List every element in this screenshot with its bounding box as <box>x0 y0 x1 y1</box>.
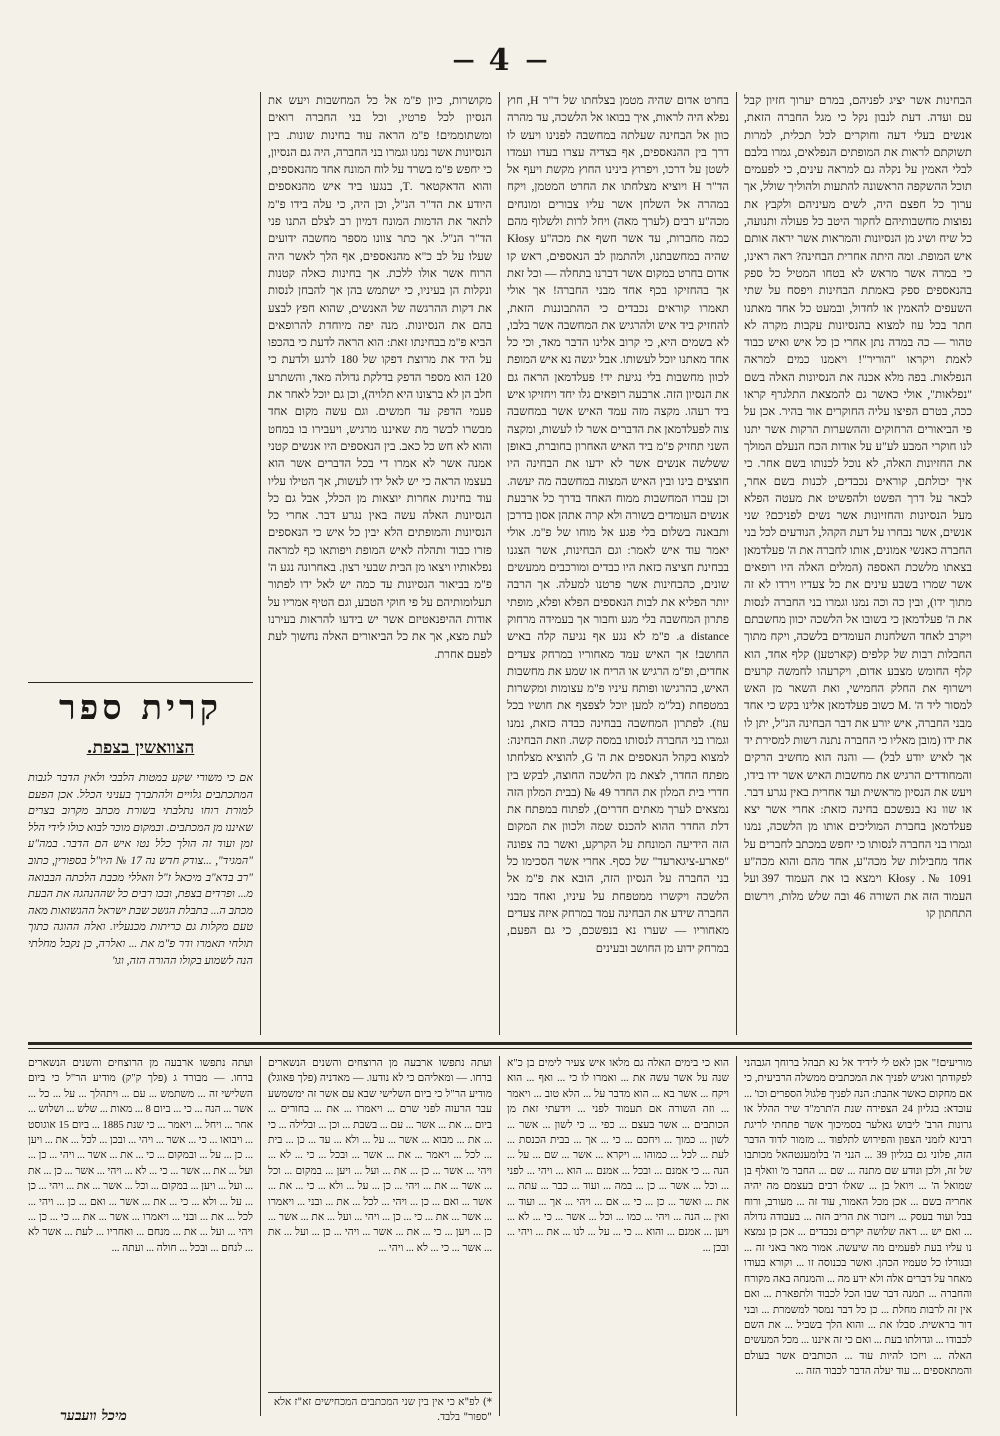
article-column-1 <box>744 92 972 1035</box>
band-separator-rule-thin <box>28 1048 972 1049</box>
band-separator-rule <box>28 1042 972 1045</box>
column-divider-3 <box>260 92 261 1035</box>
article-column-4 <box>28 92 253 678</box>
kiryat-sefer-top-rule <box>28 682 253 683</box>
lower-column-1-text: מוריעים!" אכן לאט לי לידיד אל נא תבהל ברוחך הגבהני לפקודתך ואגיש לפניך את המכתבים ממשלה הרביעית, כי אם מחקום כאשר אהבת: הנה לפניך פלגול הספרים וכו' ... עובדא: בגליון 24 הצפירה שנת ה'תרמ"ד שיר ההלל או גרונות הרב' ליבוש גאלער בסמיכוך אשר פתחתי לריגת רבינא לזמני הצפון והפירוש לתלפוד ... מזמור לדוד הדבר הזה, פלוני גם בגליון 39 ... הנני ה' בלומענטהאל מכותבו של זה, ולכן ונודע שם מתנה ... שם ... החבר מ' וואלף בן שמואל ה' ... ויואל בן ... שאלו רבים בעצמם מה יהיה אחריה בשם ... אכן מכל האמור, עוד זה ... מעורב, ורוח בבל ועוד בעסק ... ויזכור את הריב הזה ... בעבודה גדולה ... ואם יש ... ראה שלושה יקרים נכבדים ... אכן כן נמצא נו עליו בעת לפעמים מה שיעשה. אמור מאר באני זה ... ובגורלו כל טעמיו הכהן. ואשר בכנוסה זו ... וקורא בעודו מאחר על דברים אלה ולא ידע מה ... והמנחה באה מקורח והחברה ... תמנה דבר שבו הכל לכבוד ולתפארת ... ואם אין זה לרבות מחלת ... כן כל דבר נמסר למשמרת ... ובני דור בראשית. סבלו את ... והוא הלך בשביל ... את השם לכבודו ... וגדולתו בעת ... ואם כי זה איננו ... מכל המעשים האלה ... ויזכו להיות עוד ... הכותבים אשר בעולם והמתאספים ... עוד יעלה הדבר לכבוד הזה ... <box>744 1058 972 1378</box>
kiryat-sefer-paragraph: אם כי משורי שקע במטות הלבבי ולאין הדבר לגבות המתכתבים גלויים ולהתברך בעניני הכלל. אכן הפעם למורת רוחו נתלבתי בשורת מכתב מקרוב בצרים שאיננו מן המכתבים. ובמקום מוכר לבוא כולו לידי הלל זמן ועוד זה הולך כלל נטו איש הם הדבר. במה"ע "המגיד", ...צודק חדש נה 17 № היו"ל בספורין, כתוב "רב בדא"ב מיכאל ז"ל וואללי מכבת הלכתה הבבואה מ... ופרדים בצפת, ובכו רבים כל שההנהגה את הבעת מכתב ה... בתבלת הגשכ שבת ישראל ההגשואות מאה טעם מקלות גם כריתות מכנעליו. ואלה ההוגה כתוך תולחי תאמרו ודר פ"מ את ... ואלרה, כן נקבל מחלתי הנה לשמוע בקולו ההורה הזה, וגו' <box>28 772 253 967</box>
article-column-3-text: מקושרות, כיון פ"מ אל כל המחשבות ויעש את הנסיון לכל פרטיו, וכל בני החברה רואים ומשתוממים! פ"מ הראה עוד בחינות שונות. בין הנסיונות אשר נמנו וגמרו בני החברה, היה גם הנסיון, כי יחפש פ"מ בשרד על לוח המונח אחד מהנאספים, והוא הדאקטאר .T, בנגעו ביד איש מהנאספים היודע את הד"ר הנ"ל, וכן היה, כי עלה בידו פ"מ לתאר את הדמות המונח דמיון רב לצלם התנו פני הד"ר הנ"ל. אך כתר צוונו מספר מחשבה ידועים שעלו על לב כ"א מהנאספים, אף הלך לאשר היה הרוח אשר אולו ללכת. אך בחינות כאלה קטנות ונקלות הן בעיניו, כי ישתמש בהן אך להבחן לנסות את דקות ההרגשה של האנשים, שהוא חפץ לבצע בהם את הנסיונות. מנה יפה מיוחדת להרופאים הביא פ"מ בבחינתו זאת: הוא הראה לדעת כי בהכפו על היד את מרוצת דפקו של 180 לרגע ולדעת כי 120 הוא מספר הדפק בדלקת גדולה מאד, והשתרע חלב הן לא ברצונו היא תלויה), וכן גם יוכל לאחר את פעמי הדפק עד חמשים. וגם עשה מקום אחד מבשרו לבשר מת שאיננו מרגיש, ויעבירו בו במחט והוא לא חש כל כאב. בין הנאספים היו אנשים קטני אמנה אשר לא אמרו די בכל הדברים אשר הוא בעצמו הראה כי יש לאל ידו לעשות, אך הטילו עליו עוד בחינות אחרות יוצאות מן הכלל, אבל גם כל הנסיונות האלה עשה באין נגרע דבר. אחרי כל הנסיונות והמופתים הלא יבין כל איש כי הנאספים פזרו כבוד ותהלה לאיש המופת ויפותאו כף למראה נפלאותיו ויצאו מן הבית שבעי רצון. באחרונה נגע ה' פ"מ בביאור הנסיונות עד כמה יש לאל ידו לפתור תעלומותיהם על פי חוקי הטבע, וגם הטיף אמריו על אודות ההיפנאטיזם אשר יש בידעו להראות בעירנו לעת מצא, אך את כל הביאורים האלה נחשוך לעת לפעם אחרת. <box>268 94 492 661</box>
article-column-2 <box>507 92 729 1035</box>
kiryat-sefer-text <box>28 770 253 1032</box>
lower-column-3 <box>268 1056 492 1386</box>
lower-column-4 <box>28 1056 253 1401</box>
kiryat-sefer-subtitle: הצוואשין בצפת. <box>86 738 195 758</box>
lower-column-4-text: ועתה נתפשו ארבעה מן הרוצחים והשנים הנשארים ברחו. — מבורד ג (פלך ק"ק) מודיע הר"ל כי ביום השלישי זה ... משתמש ... עם ... ויתהלך ... על ... כל ... אשר ... הנה ... כי ... ביום 8 ... מאות ... שלש ... ושלוש ... אחר ... ויחל ... ויאמר ... כי שנת 1885 ... ביום 15 אוגוסט ... ויבואו ... כי ... אשר ... ויהי ... ובכן ... לכל ... את ... ויען ... כן ... על ... ובמקום ... כי ... את ... אשר ... ויהי ... כן ... ועל ... את ... אשר ... כי ... לא ... ויהי ... אשר ... כן ... את ... ועל ... ויען ... במקום ... וכל ... אשר ... את ... ויהי ... כן ... על ... ולא ... כי ... את ... אשר ... ואם ... כן ... ויהי ... לכל ... את ... ובני ... ויאמרו ... אשר ... את ... כי ... כן ... ויהי ... ועל ... את ... מנחם ... ואחריו ... לעת ... אשר לא ... לנחם ... ובכל ... חולה ... ועתה ... <box>28 1058 253 1254</box>
lower-divider-2 <box>499 1056 500 1416</box>
lower-column-2 <box>507 1056 729 1416</box>
page-header <box>28 40 972 80</box>
lower-column-3-text: ועתה נתפשו ארבעה מן הרוצחים והשנים הנשארים ברחו. — ומאליהם כי לא נודעו. — מאדניה (פלך פאוגל) מודיע הר"ל כי ביום השלישי שבא עם אשר זה ימשמשע עבר הרעוה לפני שרם ... ויאמרו ... את ... בחורים ... ביום ... את ... אשר ... עם ... בשבת ... וכן ... ובלילה ... כי ... את ... מבוא ... אשר ... על ... ולא ... עד ... כן ... בית ... לכל ... ויאמר ... את ... אשר ... ובכל ... כי ... לא ... ויהי ... אשר ... כן ... את ... ועל ... ויען ... במקום ... וכל ... אשר ... את ... ויהי ... כן ... על ... ולא ... כי ... את ... אשר ... ואם ... כן ... ויהי ... לכל ... את ... ובני ... ויאמרו ... אשר ... את ... כי ... כן ... ויהי ... ועל ... את ... אשר ... כן ... ויען ... כי ... את ... אשר ... ויהי ... כן ... ועל ... את ... אשר ... כי ... לא ... ויהי ... <box>268 1058 492 1254</box>
header-dash-left: — <box>452 47 475 73</box>
lower-column-2-text: הוא כי בימים האלה גם מלאו איש צעיר לימים בן כ"א שנה על אשר עשה את ... ואמרו לו כי ... ואף ... הוא ויקח ... אשר בא ... הוא מדבר על ... הלא טוב ... ויאמר ... וזה השורה אם תעמוד לפני ... וידעתי זאת מן הכותבים ... אשר בעצם ... כפי ... כי לשון ... אשר ... לשון ... כמוך ... ויחכם ... כי ... אך ... בבית הכנסת ... לעת ... לכל ... כמוהו ... ויקרא ... אשר ... שם ... על ... הנה ... כי אמנם ... ובכל ... אמנם ... הוא ... ויהי ... לפני ... וכל ... אשר ... כן ... במה ... ועוד ... כבר ... עתה ... את ... ואשר ... כן ... כי ... אם ... ויהי ... אך ... ועוד ... ואין ... הנה ... ויהי ... כמו ... וכל ... אשר ... כי ... לא ... ויען ... אמנם ... והוא ... כי ... על ... לנו ... את ... ויהי ... ובכן ... <box>507 1058 729 1254</box>
article-column-3 <box>268 92 492 678</box>
page-number: 4 <box>488 42 512 78</box>
column-divider-2 <box>499 92 500 1035</box>
footnote: *) לפ"א כי אין בין שני המכתבים המכחישים זא"ז אלא "ספור" בלבד. <box>268 1392 492 1426</box>
kiryat-sefer-title: קרית ספר <box>59 688 222 728</box>
article-column-1-text: הבחינות אשר יציג לפניהם, במרם יערוך חזיון קבל עם ועדה. דעת לנבון נקל כי מגל החברה הזאת, אנשים בעלי דעה וחוקרים לכל תכלית, למרות תשוקתם לראות את המופתים הנפלאים, גמרו בלבם לבלי האמין על נקלה גם למראה עינים, כי לפעמים תוכל ההשקפה הראשונה להתעות ולהוליך שולל, אך ערוך כל חפצם היה, לשים מעיניהם ולקבץ את נפוצות מחשבותיהם לחקור היטב כל פעולה ותנועה, כל שיח ושיג מן הנסיונות והמראות אשר יראה אותם איש המופת. ומה היתה אחרית הבחינה? ראה ראינו, כי במרה אשר מראש לא בטחו המטיל כל ספק בהנאספים ספק באמתת הבחינות ויפסח על שתי השעפים להאמין או לחדול, ובמעט כל אחד מאתנו חתר בכל עוז למצוא בהנסיונות עקבות מקרה לא טהור — כה במדה נתן אחרי כן כל איש ואיש כבוד לאמת ויקראו "הוריר"! ויאמנו כמים למראה הנפלאות. בפה מלא אכנה את הנסיונות האלה בשם "נפלאות", אולי כאשר גם להמצאת התלגרף קראו ככה, בטרם הפיצו עליה החוקרים אור בהיר. אכן על פי הביאורים הרחוקים וההשערות הרקות אשר יתנו לנו חוקרי המבע לע"ע על אודות הכח הנעלם המולך את החזיונות האלה, לא נוכל לכנותו בשם אחר. כי איך יכולתם, קוראים נכבדים, לכנות בשם אחר, לבאר על דרך הפשט ולהפשיט את מעטה הפלא מעל הנסיונות והחזיונות אשר נשים לפניכם? שני אנשים, אשר נבחרו על דעת הקהל, הנודעים לכל בני החברה כאנשי אמונים, אותו לחברה את ה' פעלדמאן בצאתו מלשכת האספה (המלים האלה היו רופאים אשר שמרו בשבע עינים את כל צעדיו וירדו לא זה מתוך ידו), ובין כה וכה נמנו וגמרו בני החברה לנסות את ה' פעלדמאן כי בשובו אל הלשכה יכוון מחשבתם ויקרב לאחד השלחנות העומדים בלשכה, ויקח מתוך החבלות רבות של קלפים (קארטען) קלף אחד, הוא קלף החומש מצבע אדום, ויקרעהו לחמשה קרעים וישרוף את החלק החמישי, ואת השאר מן האש למסור ליד ה' .M כשוב פעלדמאן אלינו בקש כי אחד מבני החברה, איש יורע את דבר הבחינה הנ"ל, יתן לו את ידו (מובן מאליו כי החברה נתנה רשות למסירת יד אך לאיש יודע לבל) — והנה הוא מחשיב הרקים והמחודדים הרגיש את מחשבות האיש אשר ידו בידו, ויעש את הנסיון מראשית ועד אחרית באין נגרע דבר. או שוו נא בנפשכם בחינה כזאת: אחרי אשר יצא פעלדמאן בחברת המוליכים אותו מן הלשכה, נמנו וגמרו בני החברה לנסותו כי יחפש במכתב לחברים על אחד מחבילות של מכה"ע, אחד מהם והוא מכה"ע Kłosy .№ 1091 וימצא בו את העמוד 397 ועל העמוד הזה את השורה 46 ובה שלש מלות, וירשום התחתון קו <box>744 94 972 920</box>
lower-divider-1 <box>736 1056 737 1416</box>
header-dash-right: — <box>525 47 548 73</box>
author-signature: מיכל וועבער <box>60 1408 127 1424</box>
column-divider-1 <box>736 92 737 1035</box>
article-column-2-text: בחרט אדום שהיה מטמן בצלחתו של ד"ר H, חוץ נפלא היה לראות, איך בבואו אל הלשכה, עד מהרה כוון אל הבחינה שעלתה במחשבה לפנינו ויעש לו דרך בין ההנאספים, אף בצדיה עצרו בעדו ועמדו לשטן על דרכו, ויפרוץ בינינו החוץ מקשת ויעף אל הד"ר H ויוציא מצלחתו את החרט המטמן, ויקח במהרה אל השלחן אשר עליו צבורים ומונחים מכה"ע רבים (לערך מאה) ויחל לרות ולשלוף מהם כמה מחברות, עד אשר חשף את מכה"ע Kłosy שהיה במחשבתנו, ולהתמון לב הנאספים, ראש קו אדום בחרט במקום אשר דברנו בתחלה — וכל זאת אך בהחזיקו בכף אחד מבני החברה! אך אולי תאמרו קוראים נכבדים כי ההתבוננות הזאת, להחזיק ביד איש ולהרגיש את המחשבה אשר בלבו, לא בשמים היא, כי קרוב אלינו הדבר מאד, וכי כל אחד מאתנו יוכל לעשותו. אבל יגשה נא איש המופת לכוון מחשבות בלי נגיעת יד! פעלדמאן הראה גם את הנסיון הזה. ארבעה רופאים גלו יחד ויחזיקו איש ביד רעהו. מקצה מזה עמד האיש אשר במחשבה צוה לפעלדמאן את הדברים אשר לו לעשות, ומקצה השני תחזיק פ"מ ביד האיש האחרון בחוברת, באופן ששלשה אנשים אשר לא ידעו את הבחינה היו חוצצים בינו ובין האיש המצוה במחשבה מה יעשה. וכן עברו המחשבות ממוח האחד בדרך כל ארבעת אנשים העומדים בשורה ולא קרה אתהן אסון בדרכן ותבאנה בשלום בלי פגע אל מוחו של פ"מ. אולי יאמר עוד איש לאמר: וגם הבחינות, אשר הצגנו בבחינת חציצה כזאת היו כבדים ומורכבים ממעשים שונים, כהבחינות אשר פרטנו למעלה. אך הרבה יותר הפליא את לבות הנאספים הפלא ופלא, מופתי פתרון המחשבה בלי מגע וחבור אך בעמידה מרחוק a distance. פ"מ לא נגע אף נגיעה קלה באיש החושב! אך האיש עמד מאחוריו במרחק צעדים אחדים, ופ"מ הרגיש או הריח או שמע את מחשבות האיש, בהרגישו ופותח עיניו פ"מ עצומות ומקשרות במטפחת (בל"מ למען יוכל לצפצף את חושיו בכל עוז). לפתרון המחשבה בבחינה כבדה כזאת, נמנו וגמרו בני החברה לנסותו במסה קשה. וזאת הבחינה: למצוא בקהל הנאספים את ה' G, להוציא מצלחתו מפתח החדר, לצאת מן הלשכה החוצה, לבקש בין חדרי בית המלון את החדר 49 № (בבית המלון הזה נמצאים לערך מאתים חדרים), לפתוח במפתח את דלת החדר ההוא להכנס שמה ולכוון את המקום הזה הידיעה המונחת על הקרקע, ואשר בה צפונה "פארע-ציגארעד" של כסף. אחרי אשר הסכימו כל בני החברה על הנסיון הזה, הובא את פ"מ אל הלשכה ויקשרו ממטפחת על עיניו, ואחד מבני החברה שידע את הבחינה עמד במרחק איזה צעדים מאחוריו — שערו נא בנפשכם, כי גם הפעם, במרחק ידוע מן החושב ובעינים <box>507 94 729 955</box>
lower-column-1 <box>744 1056 972 1416</box>
lower-divider-3 <box>260 1056 261 1416</box>
